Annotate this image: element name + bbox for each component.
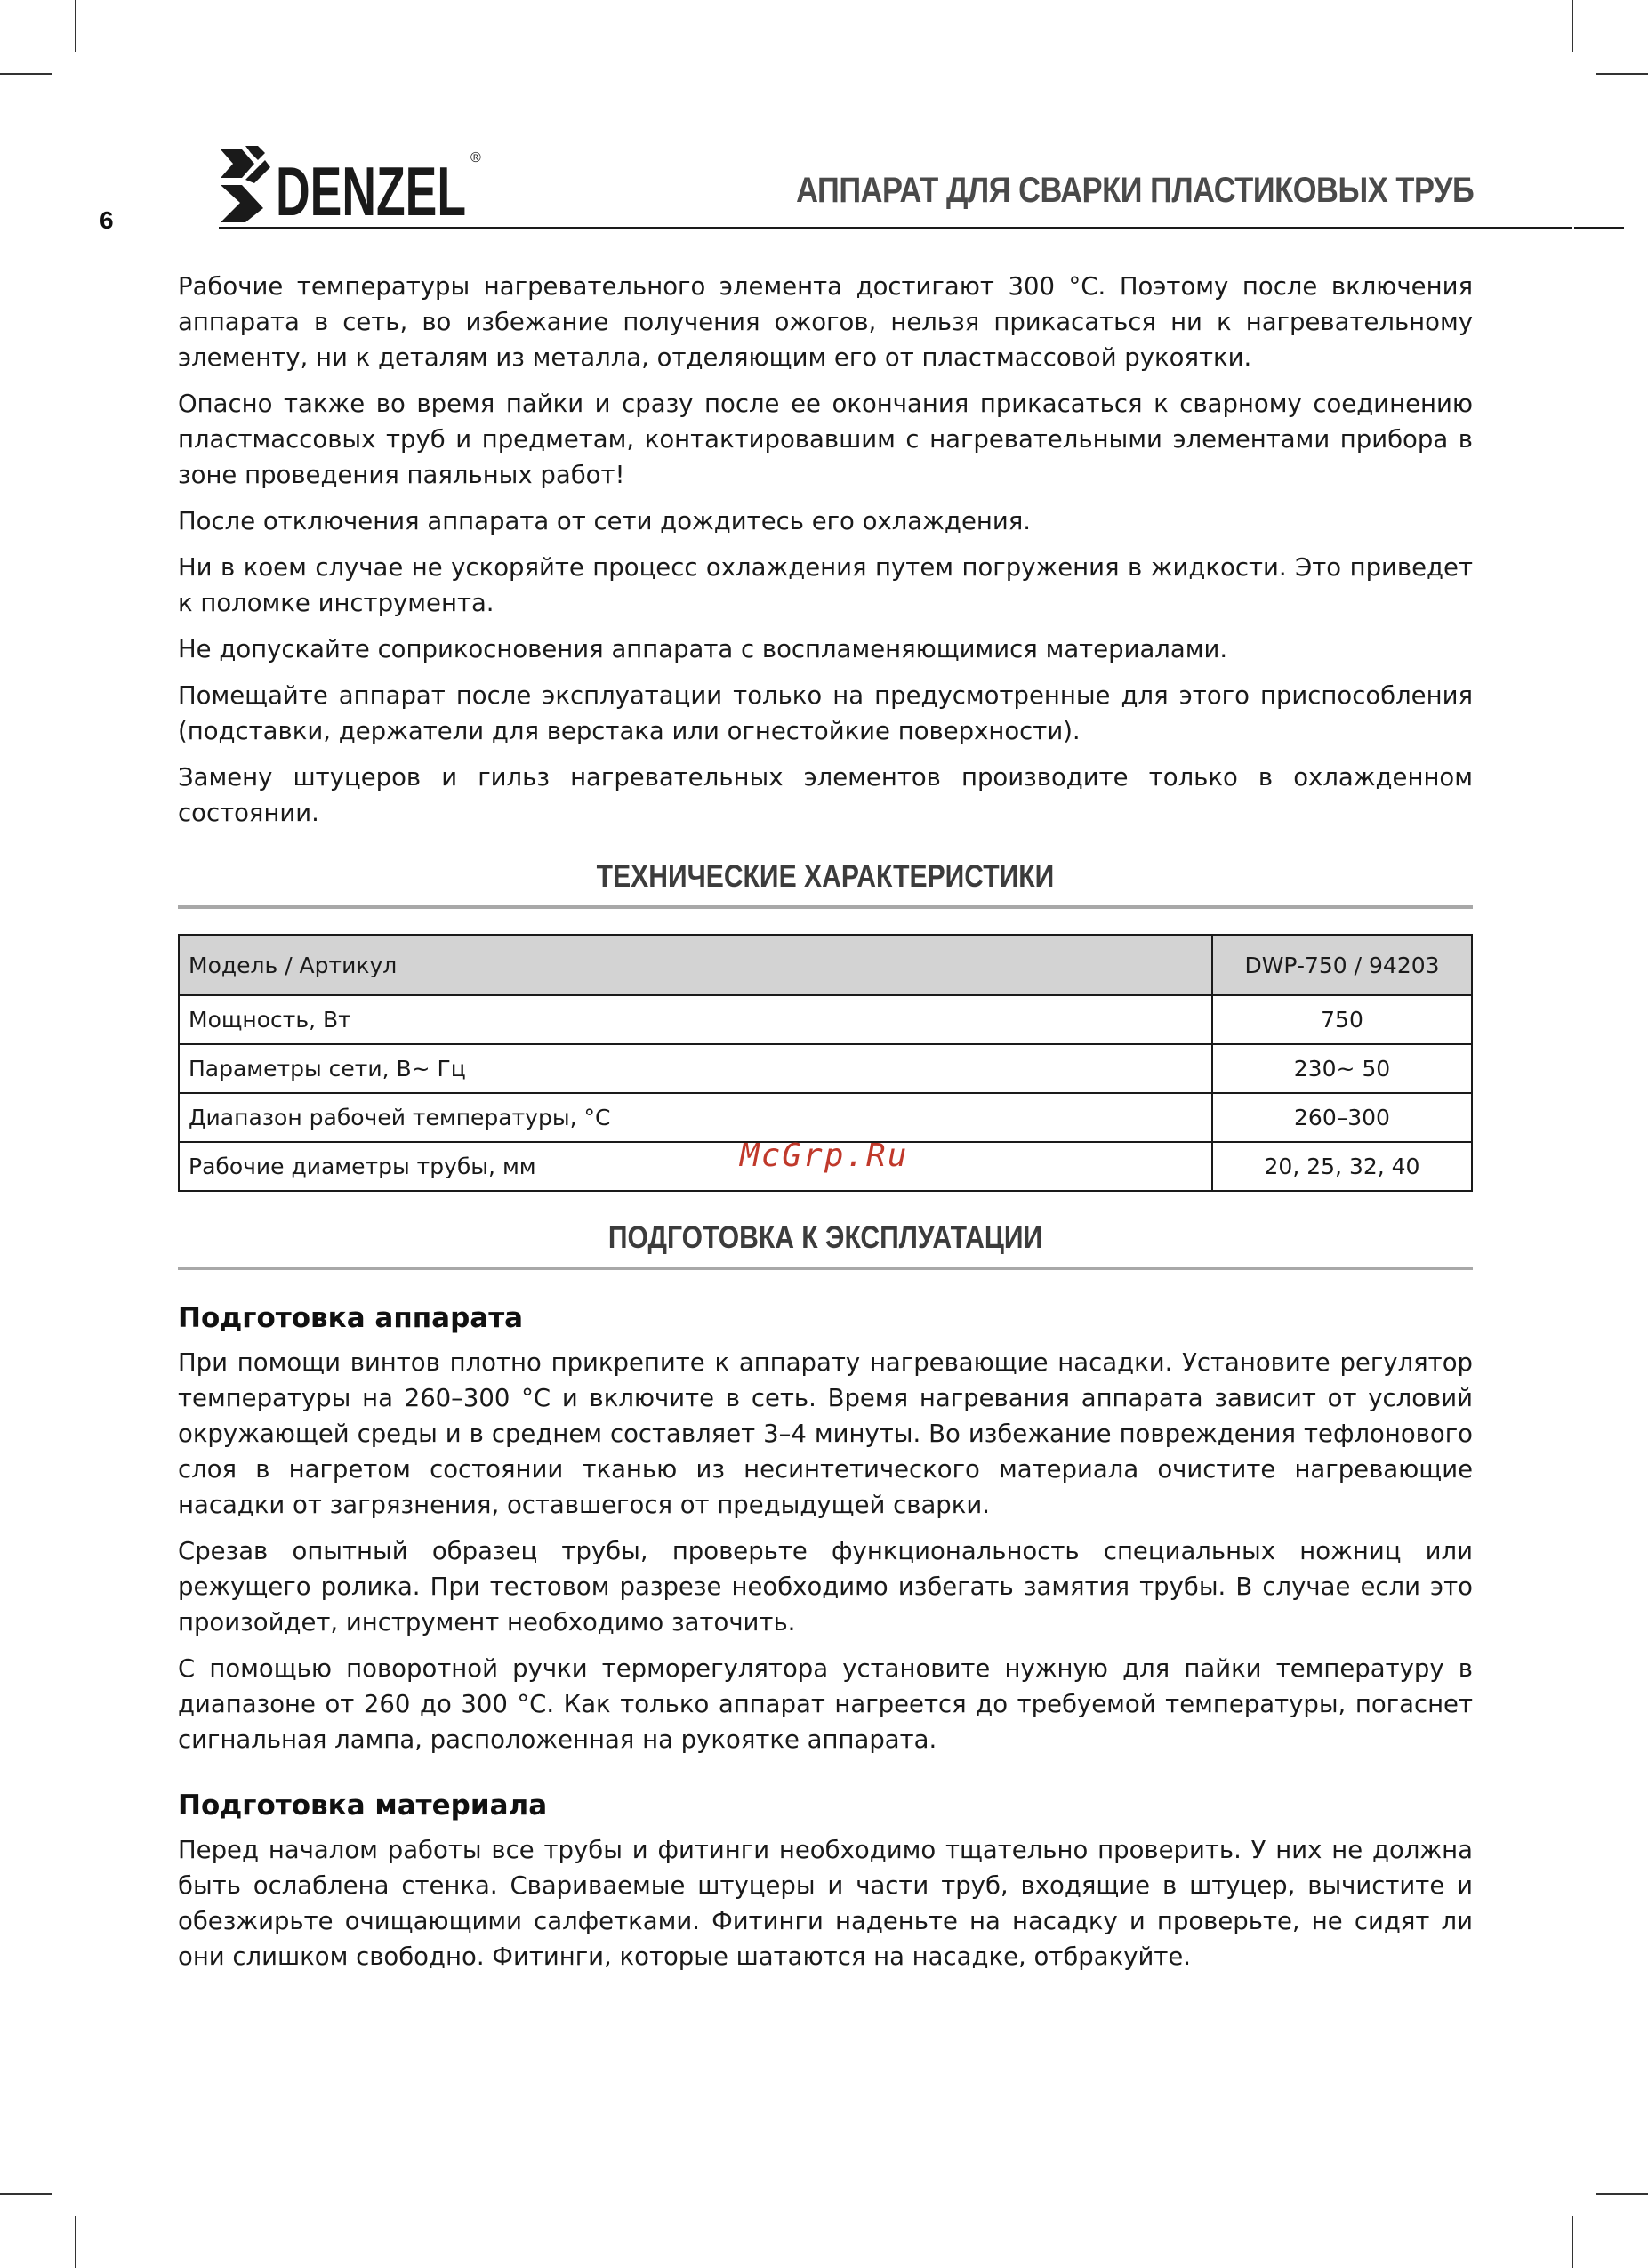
specs-cell-value: 260–300 — [1212, 1093, 1472, 1142]
specs-cell-value: 230~ 50 — [1212, 1044, 1472, 1093]
specs-cell-label — [179, 1138, 1212, 1191]
crop-mark — [75, 0, 76, 52]
specs-cell-label: Диапазон рабочей температуры, °С — [179, 1093, 1212, 1142]
denzel-logo — [219, 141, 486, 226]
registered-mark: ® — [470, 150, 481, 165]
device-preparation-paragraph: Срезав опытный образец трубы, проверьте функциональность специальных ножниц или режущего ролика. При тестовом разрезе необходимо избегать замятия трубы. В случае если это произойдет, инструмент необходимо заточить. — [178, 1537, 1473, 1637]
specs-cell-label: Мощность, Вт — [179, 995, 1212, 1044]
specs-cell-label-text: Рабочие диаметры трубы, мм — [189, 1154, 536, 1179]
crop-mark — [0, 73, 52, 75]
crop-mark — [75, 2216, 76, 2268]
crop-mark — [1596, 2193, 1648, 2195]
preparation-section-title: ПОДГОТОВКА К ЭКСПЛУАТАЦИИ — [607, 1220, 1043, 1255]
specs-section-title: ТЕХНИЧЕСКИЕ ХАРАКТЕРИСТИКИ — [596, 859, 1055, 894]
header-rule-segment — [1574, 227, 1624, 229]
section-rule — [178, 905, 1473, 909]
specs-cell-label: Параметры сети, В~ Гц — [179, 1044, 1212, 1093]
watermark: McGrp.Ru — [740, 1138, 909, 1174]
page-number: 6 — [100, 206, 114, 234]
table-row — [179, 1093, 1472, 1142]
safety-paragraph: Помещайте аппарат после эксплуатации только на предусмотренные для этого приспособления (подставки, держатели для верстака или огнестойкие поверхности). — [178, 681, 1473, 745]
device-preparation-paragraph: С помощью поворотной ручки терморегулятора установите нужную для пайки температуру в диапазоне от 260 до 300 °С. Как только аппарат нагреется до требуемой температуры, погаснет сигнальная лампа, расположенная на рукоятке аппарата. — [178, 1654, 1473, 1754]
crop-mark — [1572, 2216, 1573, 2268]
safety-paragraph: Не допускайте соприкосновения аппарата с воспламеняющимися материалами. — [178, 635, 1228, 664]
device-preparation-heading: Подготовка аппарата — [178, 1302, 524, 1334]
safety-paragraph: Рабочие температуры нагревательного элемента достигают 300 °С. Поэтому после включения аппарата в сеть, во избежание получения ожогов, нельзя прикасаться ни к нагревательному элементу, ни к деталям из металла, отделяющим его от пластмассовой рукоятки. — [178, 272, 1473, 372]
logo-wordmark: DENZEL — [276, 152, 466, 226]
header-rule — [219, 227, 1572, 229]
document-title: АППАРАТ ДЛЯ СВАРКИ ПЛАСТИКОВЫХ ТРУБ — [795, 171, 1474, 210]
material-preparation-paragraph: Перед началом работы все трубы и фитинги необходимо тщательно проверить. У них не должна быть ослаблена стенка. Свариваемые штуцеры и части труб, входящие в штуцер, вычистите и обезжирьте очищающими салфетками. Фитинги наденьте на насадку и проверьте, не сидят ли они слишком свободно. Фитинги, которые шатаются на насадке, отбракуйте. — [178, 1836, 1473, 1971]
material-preparation-heading: Подготовка материала — [178, 1789, 548, 1822]
safety-paragraph: Ни в коем случае не ускоряйте процесс охлаждения путем погружения в жидкости. Это приведет к поломке инструмента. — [178, 553, 1473, 617]
specs-table — [178, 934, 1473, 1192]
crop-mark — [1596, 73, 1648, 75]
safety-paragraph: После отключения аппарата от сети дождитесь его охлаждения. — [178, 507, 1031, 535]
page-content — [178, 269, 1473, 1985]
specs-cell-value: DWP-750 / 94203 — [1212, 935, 1472, 995]
safety-paragraph: Опасно также во время пайки и сразу после ее окончания прикасаться к сварному соединению пластмассовых труб и предметам, контактировавшим с нагревательными элементами прибора в зоне проведения паяльных работ! — [178, 390, 1473, 489]
safety-paragraph: Замену штуцеров и гильз нагревательных элементов производите только в охлажденном состоянии. — [178, 763, 1473, 827]
table-row — [179, 1044, 1472, 1093]
device-preparation-paragraph: При помощи винтов плотно прикрепите к аппарату нагревающие насадки. Установите регулятор температуры на 260–300 °С и включите в сеть. Время нагревания аппарата зависит от условий окружающей среды и в среднем составляет 3–4 минуты. Во избежание повреждения тефлонового слоя в нагретом состоянии тканью из несинтетического материала очистите нагревающие насадки от загрязнения, оставшегося от предыдущей сварки. — [178, 1348, 1473, 1519]
table-row — [179, 995, 1472, 1044]
section-rule — [178, 1267, 1473, 1270]
specs-cell-label: Модель / Артикул — [179, 935, 1212, 995]
specs-cell-value: 20, 25, 32, 40 — [1212, 1142, 1472, 1191]
specs-table-header-row — [179, 935, 1472, 995]
crop-mark — [1572, 0, 1573, 52]
crop-mark — [0, 2193, 52, 2195]
specs-cell-value: 750 — [1212, 995, 1472, 1044]
table-row — [179, 1142, 1472, 1191]
